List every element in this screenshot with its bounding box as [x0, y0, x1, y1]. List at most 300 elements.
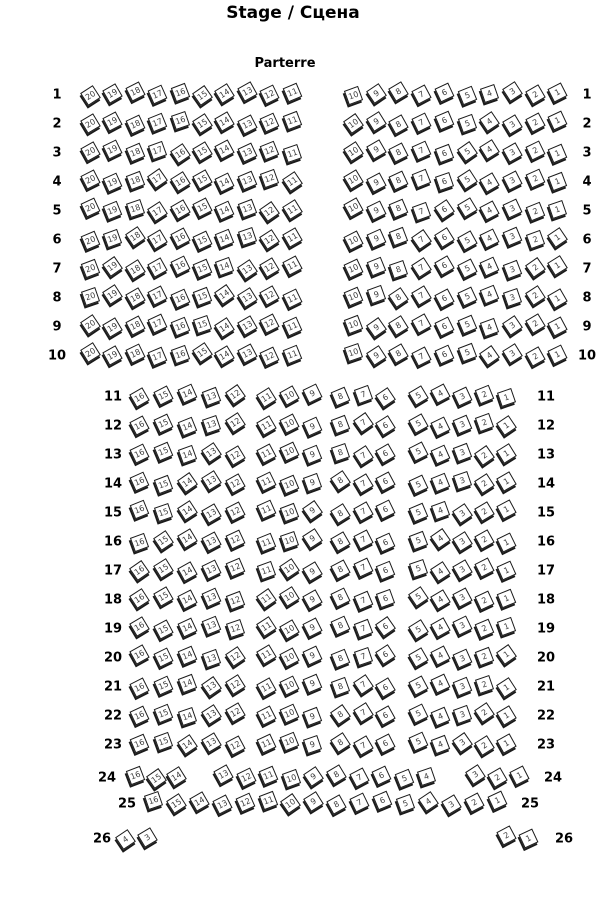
seat-r12-s6[interactable]: 6: [375, 415, 396, 436]
seat-r5-s12[interactable]: 12: [259, 201, 280, 222]
seat-r9-s15[interactable]: 15: [193, 315, 212, 334]
seat-r3-s19[interactable]: 19: [103, 139, 123, 159]
seat-r23-s11[interactable]: 11: [257, 734, 277, 754]
seat-r10-s20[interactable]: 20: [80, 342, 101, 363]
seat-r10-s17[interactable]: 17: [148, 347, 168, 367]
seat-r7-s15[interactable]: 15: [193, 259, 213, 279]
seat-r1-s11[interactable]: 11: [282, 83, 302, 103]
seat-r9-s5[interactable]: 5: [457, 315, 477, 335]
seat-r25-s7[interactable]: 7: [350, 792, 370, 812]
seat-r20-s3[interactable]: 3: [453, 649, 473, 669]
seat-r10-s13[interactable]: 13: [237, 343, 257, 363]
seat-r23-s2[interactable]: 2: [474, 735, 495, 756]
seat-r12-s9[interactable]: 9: [303, 417, 323, 437]
seat-r23-s6[interactable]: 6: [375, 733, 395, 753]
seat-r6-s1[interactable]: 1: [547, 227, 568, 248]
seat-r10-s4[interactable]: 4: [479, 345, 500, 366]
seat-r16-s10[interactable]: 10: [280, 531, 299, 550]
seat-r25-s13[interactable]: 13: [212, 794, 232, 814]
seat-r9-s9[interactable]: 9: [366, 317, 387, 338]
seat-r9-s3[interactable]: 3: [502, 315, 523, 336]
seat-r21-s11[interactable]: 11: [256, 677, 276, 697]
seat-r22-s7[interactable]: 7: [353, 702, 374, 723]
seat-r26-s1[interactable]: 1: [519, 829, 539, 849]
seat-r8-s11[interactable]: 11: [282, 288, 302, 308]
seat-r14-s13[interactable]: 13: [201, 470, 222, 491]
seat-r3-s12[interactable]: 12: [260, 141, 280, 161]
seat-r4-s10[interactable]: 10: [343, 169, 364, 190]
seat-r19-s9[interactable]: 9: [302, 617, 322, 637]
seat-r2-s5[interactable]: 5: [457, 114, 476, 133]
seat-r5-s19[interactable]: 19: [103, 201, 123, 221]
seat-r11-s1[interactable]: 1: [497, 388, 516, 407]
seat-r9-s8[interactable]: 8: [389, 315, 410, 336]
seat-r9-s4[interactable]: 4: [480, 318, 499, 337]
seat-r7-s9[interactable]: 9: [366, 257, 386, 277]
seat-r23-s16[interactable]: 16: [130, 734, 150, 754]
seat-r11-s4[interactable]: 4: [430, 383, 450, 403]
seat-r5-s13[interactable]: 13: [238, 199, 257, 218]
seat-r2-s12[interactable]: 12: [260, 113, 280, 133]
seat-r13-s13[interactable]: 13: [201, 442, 222, 463]
seat-r4-s9[interactable]: 9: [366, 172, 386, 192]
seat-r7-s17[interactable]: 17: [147, 257, 167, 277]
seat-r21-s10[interactable]: 10: [279, 675, 299, 695]
seat-r17-s4[interactable]: 4: [430, 561, 451, 582]
seat-r6-s2[interactable]: 2: [525, 230, 544, 249]
seat-r3-s15[interactable]: 15: [192, 141, 213, 162]
seat-r4-s1[interactable]: 1: [548, 172, 567, 191]
seat-r19-s8[interactable]: 8: [331, 616, 351, 636]
seat-r21-s13[interactable]: 13: [201, 676, 222, 697]
seat-r9-s11[interactable]: 11: [282, 317, 302, 337]
seat-r5-s10[interactable]: 10: [343, 197, 363, 217]
seat-r22-s11[interactable]: 11: [256, 705, 276, 725]
seat-r17-s9[interactable]: 9: [302, 561, 323, 582]
seat-r21-s8[interactable]: 8: [331, 677, 350, 696]
seat-r2-s13[interactable]: 13: [237, 114, 257, 134]
seat-r13-s5[interactable]: 5: [408, 441, 428, 461]
seat-r16-s9[interactable]: 9: [302, 528, 323, 549]
seat-r14-s2[interactable]: 2: [474, 473, 495, 494]
seat-r8-s18[interactable]: 18: [125, 287, 145, 307]
seat-r13-s4[interactable]: 4: [431, 445, 451, 465]
seat-r2-s17[interactable]: 17: [148, 113, 168, 133]
seat-r8-s19[interactable]: 19: [103, 284, 124, 305]
seat-r10-s7[interactable]: 7: [412, 346, 432, 366]
seat-r3-s7[interactable]: 7: [412, 141, 432, 161]
seat-r12-s3[interactable]: 3: [453, 415, 473, 435]
seat-r6-s6[interactable]: 6: [434, 227, 455, 248]
seat-r11-s13[interactable]: 13: [202, 387, 221, 406]
seat-r9-s19[interactable]: 19: [103, 317, 124, 338]
seat-r21-s2[interactable]: 2: [475, 675, 494, 694]
seat-r12-s11[interactable]: 11: [256, 415, 276, 435]
seat-r2-s14[interactable]: 14: [215, 111, 235, 131]
seat-r21-s12[interactable]: 12: [225, 674, 246, 695]
seat-r1-s15[interactable]: 15: [192, 85, 213, 106]
seat-r9-s6[interactable]: 6: [434, 316, 454, 336]
seat-r9-s14[interactable]: 14: [215, 317, 236, 338]
seat-r9-s2[interactable]: 2: [525, 313, 546, 334]
seat-r24-s13[interactable]: 13: [213, 764, 233, 784]
seat-r5-s18[interactable]: 18: [126, 199, 145, 218]
seat-r3-s3[interactable]: 3: [502, 142, 522, 162]
seat-r23-s10[interactable]: 10: [280, 732, 300, 752]
seat-r10-s14[interactable]: 14: [215, 345, 236, 366]
seat-r19-s7[interactable]: 7: [353, 619, 372, 638]
seat-r8-s4[interactable]: 4: [480, 285, 500, 305]
seat-r3-s4[interactable]: 4: [479, 139, 500, 160]
seat-r2-s9[interactable]: 9: [366, 111, 387, 132]
seat-r13-s3[interactable]: 3: [453, 443, 472, 462]
seat-r23-s13[interactable]: 13: [201, 732, 222, 753]
seat-r15-s6[interactable]: 6: [375, 499, 395, 519]
seat-r15-s13[interactable]: 13: [201, 503, 221, 523]
seat-r4-s14[interactable]: 14: [215, 172, 235, 192]
seat-r18-s14[interactable]: 14: [177, 589, 197, 609]
seat-r17-s13[interactable]: 13: [201, 559, 221, 579]
seat-r25-s8[interactable]: 8: [326, 794, 346, 814]
seat-r21-s15[interactable]: 15: [154, 676, 174, 696]
seat-r2-s6[interactable]: 6: [434, 111, 454, 131]
seat-r21-s7[interactable]: 7: [353, 674, 374, 695]
seat-r18-s16[interactable]: 16: [129, 588, 150, 609]
seat-r2-s8[interactable]: 8: [389, 114, 409, 134]
seat-r18-s1[interactable]: 1: [497, 589, 517, 609]
seat-r14-s3[interactable]: 3: [453, 471, 472, 490]
seat-r3-s2[interactable]: 2: [525, 140, 545, 160]
seat-r2-s2[interactable]: 2: [525, 112, 545, 132]
seat-r6-s15[interactable]: 15: [193, 231, 213, 251]
seat-r16-s7[interactable]: 7: [353, 529, 373, 549]
seat-r10-s1[interactable]: 1: [548, 344, 568, 364]
seat-r16-s11[interactable]: 11: [257, 533, 277, 553]
seat-r15-s15[interactable]: 15: [154, 503, 173, 522]
seat-r11-s15[interactable]: 15: [153, 385, 173, 405]
seat-r9-s16[interactable]: 16: [170, 317, 190, 337]
seat-r11-s2[interactable]: 2: [475, 385, 495, 405]
seat-r11-s8[interactable]: 8: [331, 387, 351, 407]
seat-r7-s5[interactable]: 5: [457, 258, 477, 278]
seat-r17-s10[interactable]: 10: [279, 558, 300, 579]
seat-r7-s7[interactable]: 7: [411, 257, 432, 278]
seat-r16-s2[interactable]: 2: [474, 529, 494, 549]
seat-r19-s3[interactable]: 3: [452, 615, 472, 635]
seat-r6-s8[interactable]: 8: [389, 227, 408, 246]
seat-r12-s13[interactable]: 13: [202, 415, 221, 434]
seat-r13-s15[interactable]: 15: [154, 442, 174, 462]
seat-r25-s9[interactable]: 9: [303, 791, 324, 812]
seat-r7-s1[interactable]: 1: [547, 255, 568, 276]
seat-r5-s9[interactable]: 9: [366, 200, 386, 220]
seat-r24-s8[interactable]: 8: [326, 764, 347, 785]
seat-r22-s12[interactable]: 12: [225, 702, 245, 722]
seat-r3-s13[interactable]: 13: [237, 143, 257, 163]
seat-r18-s10[interactable]: 10: [279, 586, 300, 607]
seat-r24-s4[interactable]: 4: [417, 767, 436, 786]
seat-r3-s8[interactable]: 8: [389, 142, 409, 162]
seat-r15-s14[interactable]: 14: [177, 500, 198, 521]
seat-r6-s3[interactable]: 3: [503, 227, 523, 247]
seat-r16-s16[interactable]: 16: [130, 533, 149, 552]
seat-r2-s11[interactable]: 11: [282, 111, 301, 130]
seat-r13-s12[interactable]: 12: [225, 445, 246, 466]
seat-r10-s2[interactable]: 2: [525, 346, 545, 366]
seat-r10-s19[interactable]: 19: [103, 345, 123, 365]
seat-r8-s8[interactable]: 8: [388, 287, 409, 308]
seat-r12-s14[interactable]: 14: [178, 417, 198, 437]
seat-r7-s18[interactable]: 18: [125, 259, 146, 280]
seat-r3-s14[interactable]: 14: [215, 139, 235, 159]
seat-r20-s4[interactable]: 4: [430, 645, 450, 665]
seat-r3-s9[interactable]: 9: [366, 139, 386, 159]
seat-r9-s20[interactable]: 20: [80, 314, 101, 335]
seat-r14-s8[interactable]: 8: [330, 470, 351, 491]
seat-r5-s5[interactable]: 5: [457, 197, 478, 218]
seat-r18-s12[interactable]: 12: [226, 591, 245, 610]
seat-r2-s10[interactable]: 10: [343, 113, 364, 134]
seat-r20-s6[interactable]: 6: [375, 644, 396, 665]
seat-r21-s6[interactable]: 6: [375, 677, 396, 698]
seat-r6-s12[interactable]: 12: [259, 229, 280, 250]
seat-r10-s18[interactable]: 18: [125, 343, 145, 363]
seat-r6-s5[interactable]: 5: [457, 230, 477, 250]
seat-r19-s6[interactable]: 6: [375, 616, 396, 637]
seat-r25-s16[interactable]: 16: [144, 791, 163, 810]
seat-r15-s9[interactable]: 9: [302, 500, 323, 521]
seat-r9-s7[interactable]: 7: [411, 313, 431, 333]
seat-r11-s11[interactable]: 11: [256, 387, 277, 408]
seat-r20-s12[interactable]: 12: [225, 646, 246, 667]
seat-r24-s12[interactable]: 12: [236, 767, 256, 787]
seat-r7-s10[interactable]: 10: [344, 259, 364, 279]
seat-r12-s16[interactable]: 16: [129, 415, 149, 435]
seat-r4-s15[interactable]: 15: [192, 169, 212, 189]
seat-r21-s1[interactable]: 1: [496, 677, 517, 698]
seat-r6-s11[interactable]: 11: [282, 227, 302, 247]
seat-r8-s13[interactable]: 13: [237, 287, 258, 308]
seat-r14-s1[interactable]: 1: [496, 471, 516, 491]
seat-r5-s11[interactable]: 11: [282, 199, 303, 220]
seat-r24-s1[interactable]: 1: [509, 765, 529, 785]
seat-r2-s18[interactable]: 18: [125, 115, 145, 135]
seat-r25-s1[interactable]: 1: [487, 791, 507, 811]
seat-r2-s3[interactable]: 3: [502, 114, 523, 135]
seat-r4-s2[interactable]: 2: [525, 169, 545, 189]
seat-r23-s1[interactable]: 1: [496, 733, 516, 753]
seat-r19-s14[interactable]: 14: [178, 618, 198, 638]
seat-r1-s19[interactable]: 19: [103, 83, 123, 103]
seat-r4-s8[interactable]: 8: [389, 171, 409, 191]
seat-r24-s2[interactable]: 2: [487, 767, 507, 787]
seat-r3-s20[interactable]: 20: [80, 141, 100, 161]
seat-r22-s15[interactable]: 15: [154, 704, 174, 724]
seat-r17-s7[interactable]: 7: [353, 558, 373, 578]
seat-r3-s16[interactable]: 16: [170, 143, 191, 164]
seat-r22-s13[interactable]: 13: [201, 704, 222, 725]
seat-r7-s12[interactable]: 12: [259, 257, 280, 278]
seat-r20-s9[interactable]: 9: [303, 646, 323, 666]
seat-r21-s5[interactable]: 5: [408, 675, 428, 695]
seat-r12-s1[interactable]: 1: [496, 415, 517, 436]
seat-r12-s2[interactable]: 2: [475, 413, 494, 432]
seat-r5-s2[interactable]: 2: [525, 202, 545, 222]
seat-r8-s6[interactable]: 6: [434, 288, 454, 308]
seat-r18-s11[interactable]: 11: [256, 588, 277, 609]
seat-r7-s4[interactable]: 4: [480, 257, 500, 277]
seat-r4-s11[interactable]: 11: [282, 171, 303, 192]
seat-r23-s3[interactable]: 3: [452, 732, 473, 753]
seat-r16-s13[interactable]: 13: [201, 531, 221, 551]
seat-r25-s2[interactable]: 2: [464, 792, 484, 812]
seat-r19-s13[interactable]: 13: [202, 616, 222, 636]
seat-r15-s8[interactable]: 8: [330, 503, 351, 524]
seat-r8-s16[interactable]: 16: [170, 289, 190, 309]
seat-r18-s9[interactable]: 9: [302, 589, 322, 609]
seat-r21-s9[interactable]: 9: [303, 674, 323, 694]
seat-r5-s20[interactable]: 20: [81, 198, 101, 218]
seat-r4-s3[interactable]: 3: [502, 170, 522, 190]
seat-r23-s9[interactable]: 9: [303, 735, 322, 754]
seat-r2-s20[interactable]: 20: [80, 113, 101, 134]
seat-r22-s4[interactable]: 4: [431, 707, 451, 727]
seat-r24-s7[interactable]: 7: [349, 767, 369, 787]
seat-r14-s7[interactable]: 7: [353, 473, 374, 494]
seat-r25-s10[interactable]: 10: [280, 793, 301, 814]
seat-r9-s13[interactable]: 13: [237, 315, 257, 335]
seat-r4-s5[interactable]: 5: [457, 169, 478, 190]
seat-r20-s14[interactable]: 14: [178, 646, 198, 666]
seat-r1-s4[interactable]: 4: [480, 84, 499, 103]
seat-r6-s17[interactable]: 17: [147, 229, 168, 250]
seat-r23-s12[interactable]: 12: [225, 735, 245, 755]
seat-r8-s7[interactable]: 7: [411, 285, 432, 306]
seat-r2-s4[interactable]: 4: [479, 111, 500, 132]
seat-r6-s20[interactable]: 20: [81, 231, 101, 251]
seat-r9-s10[interactable]: 10: [344, 315, 363, 334]
seat-r5-s3[interactable]: 3: [502, 199, 522, 219]
seat-r19-s5[interactable]: 5: [408, 619, 429, 640]
seat-r7-s11[interactable]: 11: [282, 255, 302, 275]
seat-r20-s7[interactable]: 7: [353, 647, 372, 666]
seat-r1-s16[interactable]: 16: [170, 83, 189, 102]
seat-r14-s4[interactable]: 4: [431, 473, 451, 493]
seat-r7-s8[interactable]: 8: [389, 260, 408, 279]
seat-r6-s4[interactable]: 4: [480, 228, 500, 248]
seat-r15-s12[interactable]: 12: [225, 501, 245, 521]
seat-r22-s14[interactable]: 14: [178, 707, 197, 726]
seat-r4-s18[interactable]: 18: [126, 171, 145, 190]
seat-r7-s6[interactable]: 6: [434, 255, 454, 275]
seat-r17-s12[interactable]: 12: [226, 558, 246, 578]
seat-r18-s3[interactable]: 3: [452, 587, 472, 607]
seat-r23-s8[interactable]: 8: [330, 732, 351, 753]
seat-r6-s19[interactable]: 19: [103, 229, 122, 248]
seat-r4-s4[interactable]: 4: [479, 172, 499, 192]
seat-r2-s16[interactable]: 16: [171, 111, 190, 130]
seat-r17-s1[interactable]: 1: [497, 561, 517, 581]
seat-r5-s14[interactable]: 14: [215, 201, 235, 221]
seat-r6-s10[interactable]: 10: [343, 230, 363, 250]
seat-r12-s8[interactable]: 8: [331, 415, 350, 434]
seat-r17-s8[interactable]: 8: [330, 559, 350, 579]
seat-r9-s1[interactable]: 1: [548, 316, 568, 336]
seat-r1-s6[interactable]: 6: [434, 83, 454, 103]
seat-r21-s14[interactable]: 14: [178, 674, 197, 693]
seat-r7-s13[interactable]: 13: [237, 259, 258, 280]
seat-r13-s9[interactable]: 9: [303, 445, 323, 465]
seat-r25-s4[interactable]: 4: [418, 791, 439, 812]
seat-r14-s6[interactable]: 6: [375, 471, 395, 491]
seat-r10-s6[interactable]: 6: [434, 345, 454, 365]
seat-r1-s3[interactable]: 3: [502, 81, 523, 102]
seat-r13-s8[interactable]: 8: [331, 443, 350, 462]
seat-r25-s3[interactable]: 3: [441, 794, 462, 815]
seat-r1-s8[interactable]: 8: [389, 81, 410, 102]
seat-r4-s17[interactable]: 17: [147, 168, 168, 189]
seat-r25-s14[interactable]: 14: [189, 791, 209, 811]
seat-r7-s16[interactable]: 16: [170, 255, 190, 275]
seat-r10-s10[interactable]: 10: [344, 343, 363, 362]
seat-r6-s9[interactable]: 9: [366, 229, 386, 249]
seat-r1-s7[interactable]: 7: [411, 84, 431, 104]
seat-r11-s9[interactable]: 9: [302, 383, 322, 403]
seat-r3-s17[interactable]: 17: [148, 141, 167, 160]
seat-r1-s9[interactable]: 9: [366, 83, 387, 104]
seat-r16-s12[interactable]: 12: [226, 530, 246, 550]
seat-r19-s15[interactable]: 15: [153, 619, 173, 639]
seat-r9-s12[interactable]: 12: [260, 313, 280, 333]
seat-r19-s11[interactable]: 11: [256, 616, 277, 637]
seat-r16-s4[interactable]: 4: [430, 528, 451, 549]
seat-r3-s5[interactable]: 5: [457, 141, 478, 162]
seat-r12-s4[interactable]: 4: [430, 416, 450, 436]
seat-r17-s14[interactable]: 14: [177, 561, 197, 581]
seat-r14-s14[interactable]: 14: [177, 472, 198, 493]
seat-r23-s14[interactable]: 14: [177, 734, 198, 755]
seat-r1-s18[interactable]: 18: [125, 81, 145, 101]
seat-r17-s3[interactable]: 3: [452, 559, 472, 579]
seat-r20-s2[interactable]: 2: [475, 647, 494, 666]
seat-r22-s3[interactable]: 3: [453, 705, 472, 724]
seat-r12-s7[interactable]: 7: [353, 412, 374, 433]
seat-r25-s6[interactable]: 6: [373, 791, 393, 811]
seat-r15-s16[interactable]: 16: [130, 500, 150, 520]
seat-r1-s14[interactable]: 14: [215, 83, 236, 104]
seat-r4-s20[interactable]: 20: [80, 169, 100, 189]
seat-r17-s16[interactable]: 16: [129, 560, 150, 581]
seat-r12-s12[interactable]: 12: [225, 412, 246, 433]
seat-r14-s12[interactable]: 12: [225, 473, 245, 493]
seat-r11-s5[interactable]: 5: [408, 385, 429, 406]
seat-r15-s4[interactable]: 4: [431, 501, 450, 520]
seat-r13-s14[interactable]: 14: [178, 445, 197, 464]
seat-r24-s9[interactable]: 9: [303, 766, 324, 787]
seat-r21-s16[interactable]: 16: [129, 677, 149, 697]
seat-r20-s5[interactable]: 5: [408, 647, 428, 667]
seat-r11-s10[interactable]: 10: [279, 385, 299, 405]
seat-r18-s4[interactable]: 4: [430, 589, 451, 610]
seat-r2-s19[interactable]: 19: [103, 111, 123, 131]
seat-r1-s5[interactable]: 5: [457, 86, 477, 106]
seat-r14-s10[interactable]: 10: [280, 475, 300, 495]
seat-r3-s6[interactable]: 6: [435, 144, 454, 163]
seat-r13-s16[interactable]: 16: [129, 443, 149, 463]
seat-r3-s18[interactable]: 18: [125, 143, 145, 163]
seat-r10-s8[interactable]: 8: [389, 343, 409, 363]
seat-r3-s11[interactable]: 11: [283, 144, 302, 163]
